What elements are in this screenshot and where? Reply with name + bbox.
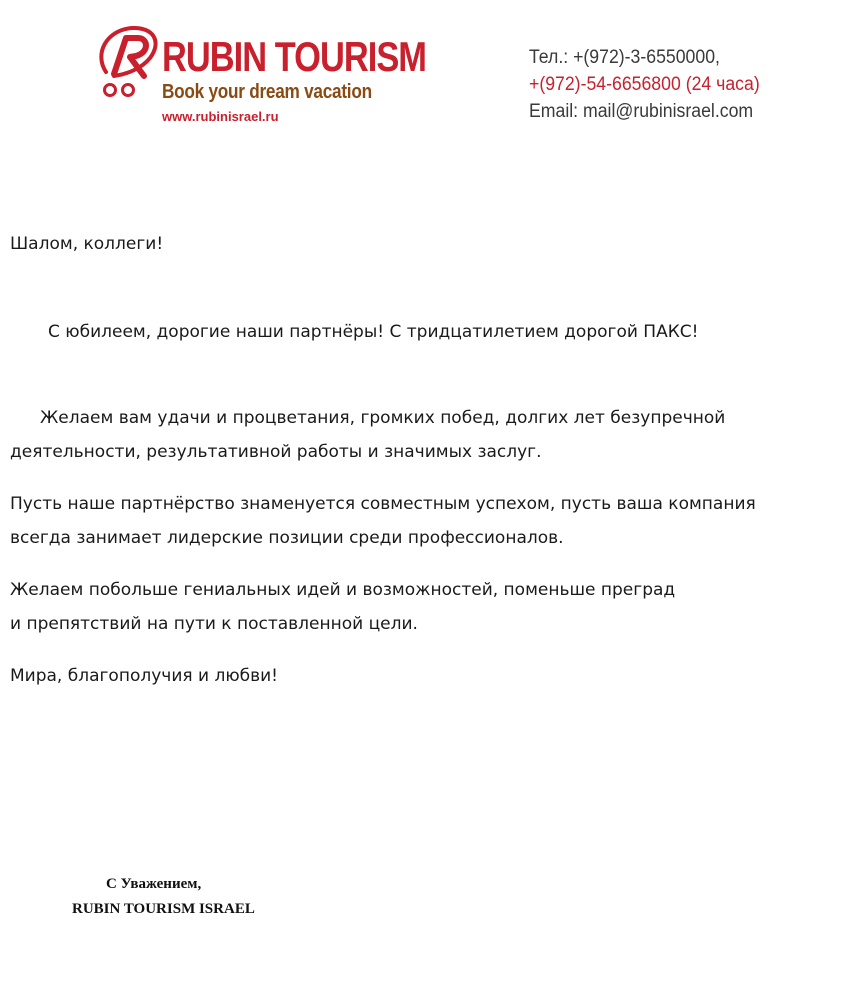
company-logo bbox=[92, 24, 427, 128]
letter-jubilee-paragraph bbox=[48, 315, 698, 349]
wish3-line-1: Желаем побольше гениальных идей и возможностей, поменьше преград bbox=[10, 580, 676, 600]
wish1-line-1: Желаем вам удачи и процветания, громких побед, долгих лет безупречной bbox=[40, 408, 726, 428]
contact-email: Email: mail@rubinisrael.com bbox=[529, 101, 754, 122]
rubin-logo-icon bbox=[92, 24, 160, 100]
brand-slogan: Book your dream vacation bbox=[162, 81, 372, 103]
wish2-line-2: всегда занимает лидерские позиции среди профессионалов. bbox=[10, 528, 564, 548]
signature-regards: С Уважением, bbox=[106, 876, 202, 892]
wish4-text: Мира, благополучия и любви! bbox=[10, 666, 278, 686]
letter-wish-paragraph-3 bbox=[10, 573, 675, 641]
contact-phone-24h: +(972)-54-6656800 (24 часа) bbox=[529, 74, 760, 95]
letter-wish-paragraph-2 bbox=[10, 487, 756, 555]
greeting-text: Шалом, коллеги! bbox=[10, 234, 164, 254]
letter-wish-paragraph-1 bbox=[10, 401, 725, 469]
letter-closing-wish bbox=[10, 659, 278, 693]
contact-phone-office: Тел.: +(972)-3-6550000, bbox=[529, 47, 720, 68]
contact-block bbox=[529, 44, 777, 125]
brand-website: www.rubinisrael.ru bbox=[162, 109, 279, 124]
signature-company: RUBIN TOURISM ISRAEL bbox=[72, 901, 255, 917]
letter-greeting bbox=[10, 227, 163, 261]
wish1-line-2: деятельности, результативной работы и значимых заслуг. bbox=[10, 442, 542, 462]
wish3-line-2: и препятствий на пути к поставленной цели. bbox=[10, 614, 418, 634]
wish2-line-1: Пусть наше партнёрство знаменуется совместным успехом, пусть ваша компания bbox=[10, 494, 756, 514]
brand-name: RUBIN TOURISM bbox=[162, 33, 427, 80]
jubilee-text: С юбилеем, дорогие наши партнёры! С тридцатилетием дорогой ПАКС! bbox=[48, 322, 699, 342]
